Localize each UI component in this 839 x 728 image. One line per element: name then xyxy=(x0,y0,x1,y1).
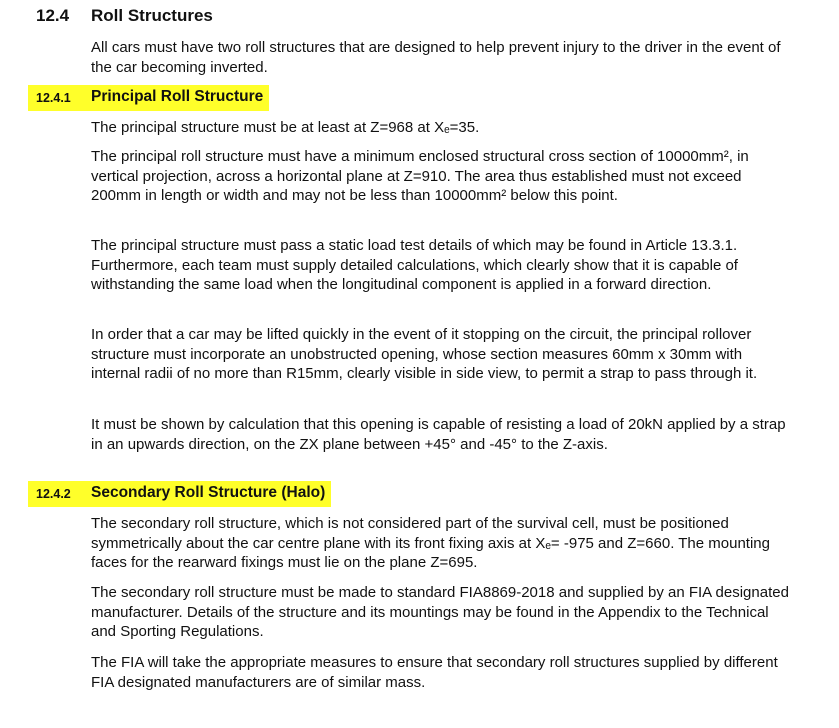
principal-paragraph-1: The principal structure must be at least at Z=968 at Xₑ=35. xyxy=(91,119,480,136)
principal-paragraph-3: The principal structure must pass a static load test details of which may be found in Article 13.3.1. Furthermore, each team must supply detailed calculations, which clearly show that it is capable of withstanding the same load when the longitudinal component is applied in a forward direction. xyxy=(91,237,738,293)
subsection-title-secondary: Secondary Roll Structure (Halo) xyxy=(91,484,326,501)
principal-paragraph-2: The principal roll structure must have a minimum enclosed structural cross section of 10000mm², in vertical projection, across a horizontal plane at Z=910. The area thus established must not exceed 200mm in length or width and may not be less than 10000mm² below this point. xyxy=(91,148,749,204)
secondary-paragraph-2: The secondary roll structure must be made to standard FIA8869-2018 and supplied by an FIA designated manufacturer. Details of the structure and its mountings may be found in the Appendix to the Technical and Sporting Regulations. xyxy=(91,584,789,640)
principal-paragraph-5: It must be shown by calculation that this opening is capable of resisting a load of 20kN applied by a strap in an upwards direction, on the ZX plane between +45° and -45° to the Z-axis. xyxy=(91,416,786,453)
section-title: Roll Structures xyxy=(91,6,213,25)
secondary-paragraph-1: The secondary roll structure, which is not considered part of the survival cell, must be positioned symmetrically about the car centre plane with its front fixing axis at Xₑ= -975 and Z=660. The mounting faces for the rearward fixings must lie on the plane Z=695. xyxy=(91,515,770,571)
secondary-paragraph-3: The FIA will take the appropriate measures to ensure that secondary roll structures supplied by different FIA designated manufacturers are of similar mass. xyxy=(91,654,778,691)
subsection-number-secondary: 12.4.2 xyxy=(36,487,71,501)
subsection-number-principal: 12.4.1 xyxy=(36,91,71,105)
section-intro: All cars must have two roll structures that are designed to help prevent injury to the driver in the event of the car becoming inverted. xyxy=(91,39,781,76)
section-number: 12.4 xyxy=(36,6,70,25)
subsection-title-principal: Principal Roll Structure xyxy=(91,88,264,105)
principal-paragraph-4: In order that a car may be lifted quickly in the event of it stopping on the circuit, the principal rollover structure must incorporate an unobstructed opening, whose section measures 60mm x 30mm with internal radii of no more than R15mm, clearly visible in side view, to permit a strap to pass through it. xyxy=(91,326,758,382)
